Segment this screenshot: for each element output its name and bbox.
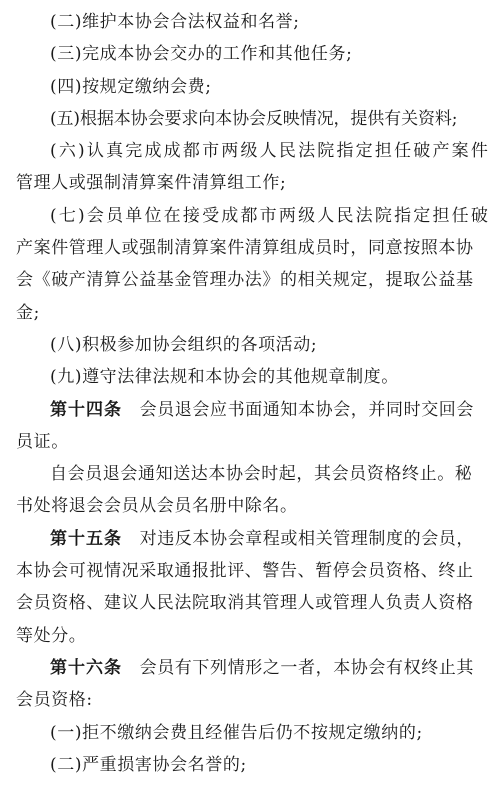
text-line: (七)会员单位在接受成都市两级人民法院指定担任破 bbox=[50, 205, 491, 226]
text-line: (一)拒不缴纳会费且经催告后仍不按规定缴纳的; bbox=[50, 722, 423, 743]
article-16-text: 会员有下列情形之一者，本协会有权终止其 bbox=[139, 657, 475, 678]
text-line: (八)积极参加协会组织的各项活动; bbox=[50, 334, 318, 355]
text-line: 等处分。 bbox=[16, 625, 87, 646]
article-15-heading: 第十五条 bbox=[50, 528, 122, 549]
text-line: (九)遵守法律法规和本协会的其他规章制度。 bbox=[50, 367, 399, 388]
text-line: (六)认真完成成都市两级人民法院指定担任破产案件 bbox=[50, 141, 491, 162]
text-line: 会《破产清算公益基金管理办法》的相关规定，提取公益基 bbox=[16, 270, 474, 291]
article-16-heading: 第十六条 bbox=[50, 657, 122, 678]
text-line: 会员资格、建议人民法院取消其管理人或管理人负责人资格 bbox=[16, 593, 474, 614]
text-line: 员证。 bbox=[16, 431, 69, 452]
text-line: (二)维护本协会合法权益和名誉; bbox=[50, 12, 300, 32]
text-line: (四)按规定缴纳会费; bbox=[50, 76, 212, 97]
article-16-line bbox=[16, 652, 496, 684]
article-14-text: 会员退会应书面通知本协会，并同时交回会 bbox=[139, 399, 475, 420]
article-14-heading: 第十四条 bbox=[50, 399, 122, 420]
text-line: 自会员退会通知送达本协会时起，其会员资格终止。秘 bbox=[50, 464, 473, 485]
article-15-text: 对违反本协会章程或相关管理制度的会员， bbox=[139, 528, 475, 549]
text-line: 本协会可视情况采取通报批评、警告、暂停会员资格、终止 bbox=[16, 561, 474, 582]
text-line: (三)完成本协会交办的工作和其他任务; bbox=[50, 44, 353, 65]
text-line: 产案件管理人或强制清算案件清算组成员时，同意按照本协 bbox=[16, 238, 474, 259]
text-line: 金; bbox=[16, 302, 40, 323]
text-line: 会员资格: bbox=[16, 690, 93, 711]
article-15-line bbox=[16, 523, 496, 555]
text-line: (五)根据本协会要求向本协会反映情况，提供有关资料; bbox=[50, 108, 458, 129]
text-line: (二)严重损害协会名誉的; bbox=[50, 754, 247, 775]
article-14-line bbox=[16, 394, 496, 426]
text-line: 管理人或强制清算案件清算组工作; bbox=[16, 173, 287, 194]
text-line: 书处将退会会员从会员名册中除名。 bbox=[16, 496, 298, 517]
